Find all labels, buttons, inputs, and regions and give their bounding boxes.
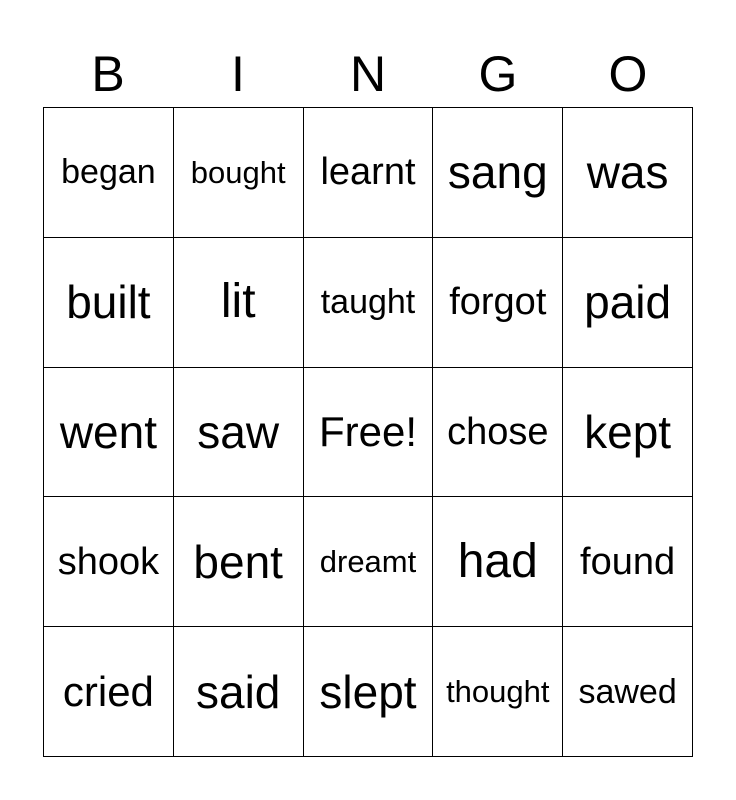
bingo-cell: lit	[174, 238, 304, 368]
bingo-cell: found	[563, 497, 693, 627]
header-letter-i: I	[231, 46, 245, 102]
bingo-header	[43, 40, 693, 108]
bingo-cell: said	[174, 627, 304, 757]
bingo-cell: shook	[44, 497, 174, 627]
bingo-cell: dreamt	[304, 497, 434, 627]
header-letter-g: G	[478, 46, 518, 102]
bingo-cell: built	[44, 238, 174, 368]
bingo-cell: bought	[174, 108, 304, 238]
bingo-cell: began	[44, 108, 174, 238]
header-letter-n: N	[349, 46, 387, 102]
bingo-cell: had	[433, 497, 563, 627]
bingo-cell: bent	[174, 497, 304, 627]
bingo-cell: went	[44, 368, 174, 498]
bingo-cell: forgot	[433, 238, 563, 368]
bingo-cell: slept	[304, 627, 434, 757]
bingo-cell: saw	[174, 368, 304, 498]
bingo-cell: was	[563, 108, 693, 238]
bingo-board	[43, 107, 693, 757]
bingo-cell: sawed	[563, 627, 693, 757]
bingo-cell: paid	[563, 238, 693, 368]
header-letter-b: B	[91, 46, 125, 102]
bingo-cell: cried	[44, 627, 174, 757]
bingo-cell: taught	[304, 238, 434, 368]
header-letter-o: O	[608, 46, 648, 102]
free-space-cell: Free!	[304, 368, 434, 498]
bingo-cell: kept	[563, 368, 693, 498]
bingo-cell: thought	[433, 627, 563, 757]
bingo-cell: chose	[433, 368, 563, 498]
bingo-cell: sang	[433, 108, 563, 238]
bingo-cell: learnt	[304, 108, 434, 238]
